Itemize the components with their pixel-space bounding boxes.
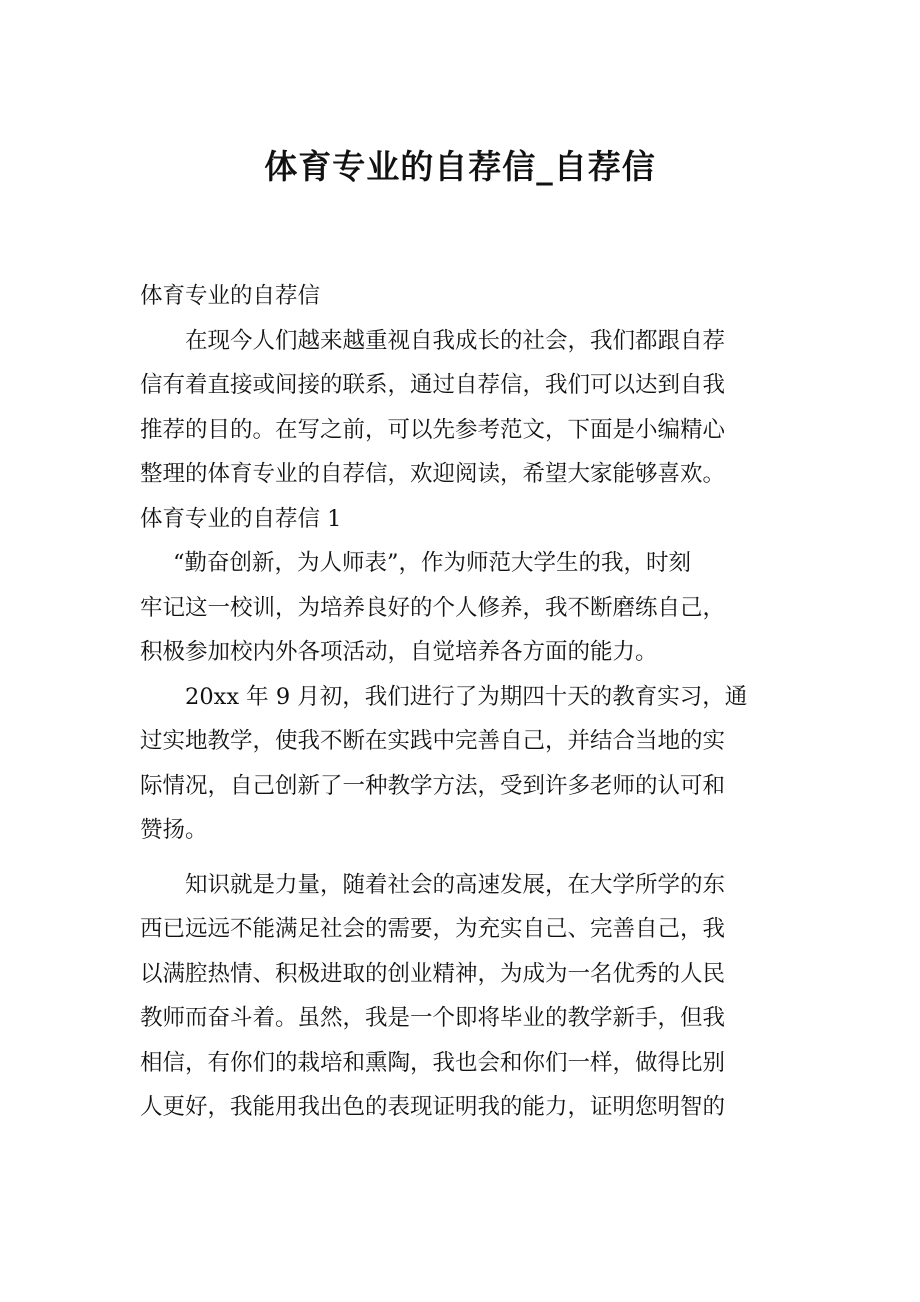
text-line: 推荐的目的。在写之前，可以先参考范文，下面是小编精心 <box>140 416 726 443</box>
text-line: 体育专业的自荐信 1 <box>140 505 342 532</box>
document-body <box>140 274 800 1130</box>
text-line: 在现今人们越来越重视自我成长的社会，我们都跟自荐 <box>185 327 726 354</box>
section-heading <box>140 497 800 542</box>
paragraph-1 <box>140 541 800 675</box>
text-line: 20xx 年 9 月初，我们进行了为期四十天的教育实习，通 <box>185 683 748 710</box>
text-line: 际情况，自己创新了一种教学方法，受到许多老师的认可和 <box>140 772 726 799</box>
text-line: 赞扬。 <box>140 817 208 843</box>
intro-paragraph <box>140 319 800 497</box>
text-line: 知识就是力量，随着社会的高速发展，在大学所学的东 <box>185 871 726 898</box>
paragraph-2 <box>140 675 800 853</box>
document-title: 体育专业的自荐信_自荐信 <box>264 147 656 186</box>
text-line: 西已远远不能满足社会的需要，为充实自己、完善自己，我 <box>140 916 726 942</box>
text-line: 信有着直接或间接的联系，通过自荐信，我们可以达到自我 <box>140 372 726 398</box>
text-line: 相信，有你们的栽培和熏陶，我也会和你们一样，做得比别 <box>140 1049 726 1076</box>
text-line: 人更好，我能用我出色的表现证明我的能力，证明您明智的 <box>140 1094 726 1120</box>
text-line: 以满腔热情、积极进取的创业精神，为成为一名优秀的人民 <box>140 960 726 987</box>
paragraph-3 <box>140 863 800 1130</box>
heading-line <box>140 274 800 319</box>
text-line: 教师而奋斗着。虽然，我是一个即将毕业的教学新手，但我 <box>140 1005 726 1031</box>
text-line: 体育专业的自荐信 <box>140 283 321 309</box>
text-line: 牢记这一校训，为培养良好的个人修养，我不断磨练自己， <box>140 594 726 621</box>
text-line: 过实地教学，使我不断在实践中完善自己，并结合当地的实 <box>140 728 726 754</box>
text-line: “勤奋创新，为人师表”，作为师范大学生的我，时刻 <box>173 550 692 576</box>
text-line: 积极参加校内外各项活动，自觉培养各方面的能力。 <box>140 639 658 665</box>
text-line: 整理的体育专业的自荐信，欢迎阅读，希望大家能够喜欢。 <box>140 461 726 487</box>
